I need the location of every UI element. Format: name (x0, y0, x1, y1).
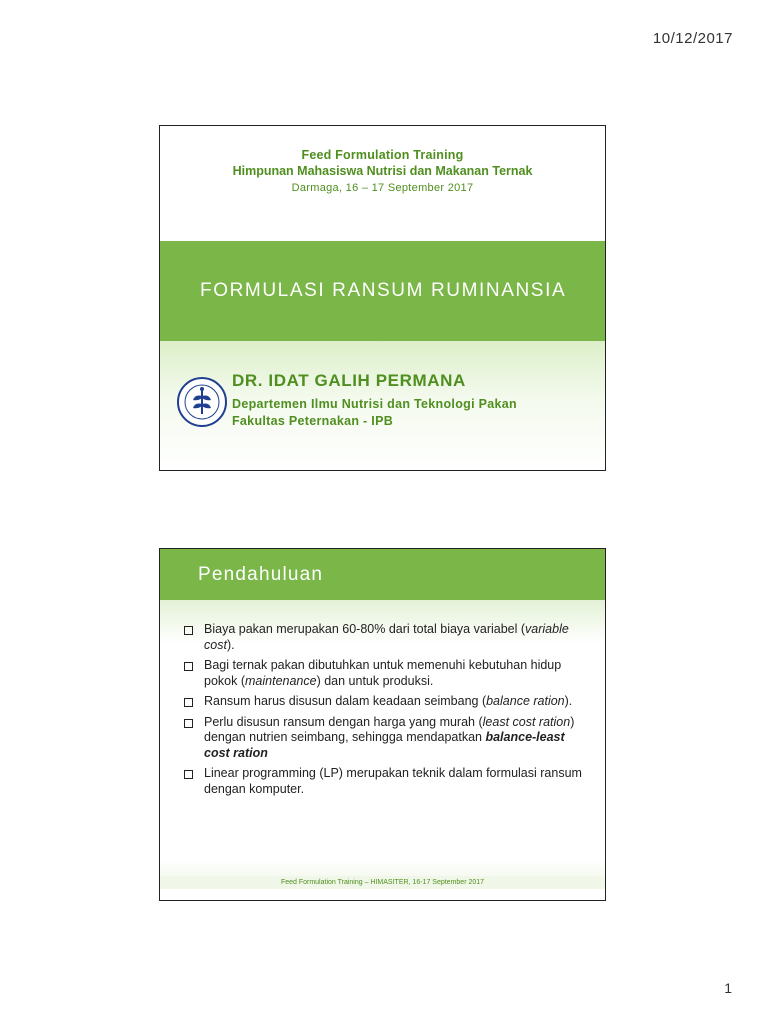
presenter-info (232, 371, 517, 428)
square-bullet-icon (184, 770, 193, 779)
organizer: Himpunan Mahasiswa Nutrisi dan Makanan Ternak (232, 164, 533, 178)
presenter-block (160, 341, 605, 470)
faculty: Fakultas Peternakan - IPB (232, 414, 394, 428)
print-date: 10/12/2017 (652, 30, 733, 47)
slide-footer: Feed Formulation Training – HIMASITER, 16-17 September 2017 (160, 876, 605, 889)
slide-body (160, 600, 605, 889)
square-bullet-icon (184, 626, 193, 635)
list-item: Linear programming (LP) merupakan teknik dalam formulasi ransum dengan komputer. (204, 766, 585, 797)
list-item: Perlu disusun ransum dengan harga yang murah (least cost ration) dengan nutrien seimbang, sehingga mendapatkan balance-least cost ration (204, 715, 585, 762)
bullet-list (160, 600, 605, 797)
list-item: Bagi ternak pakan dibutuhkan untuk memenuhi kebutuhan hidup pokok (maintenance) dan untuk produksi. (204, 658, 585, 689)
page-number: 1 (724, 980, 732, 996)
presenter-name: DR. IDAT GALIH PERMANA (232, 371, 466, 390)
department: Departemen Ilmu Nutrisi dan Teknologi Pakan (232, 397, 517, 411)
intro-slide (159, 548, 606, 901)
square-bullet-icon (184, 698, 193, 707)
slide-heading: Pendahuluan (198, 563, 324, 585)
list-item: Ransum harus disusun dalam keadaan seimbang (balance ration). (204, 694, 585, 710)
square-bullet-icon (184, 719, 193, 728)
event-title: Feed Formulation Training (301, 148, 464, 162)
ipb-seal-icon (176, 376, 228, 428)
list-item: Biaya pakan merupakan 60-80% dari total biaya variabel (variable cost). (204, 622, 585, 653)
title-slide (159, 125, 606, 471)
place-date: Darmaga, 16 – 17 September 2017 (291, 182, 474, 194)
slide-header (160, 549, 605, 600)
title-band (160, 241, 605, 341)
slide-title: FORMULASI RANSUM RUMINANSIA (200, 280, 567, 301)
event-info (160, 126, 605, 241)
square-bullet-icon (184, 662, 193, 671)
